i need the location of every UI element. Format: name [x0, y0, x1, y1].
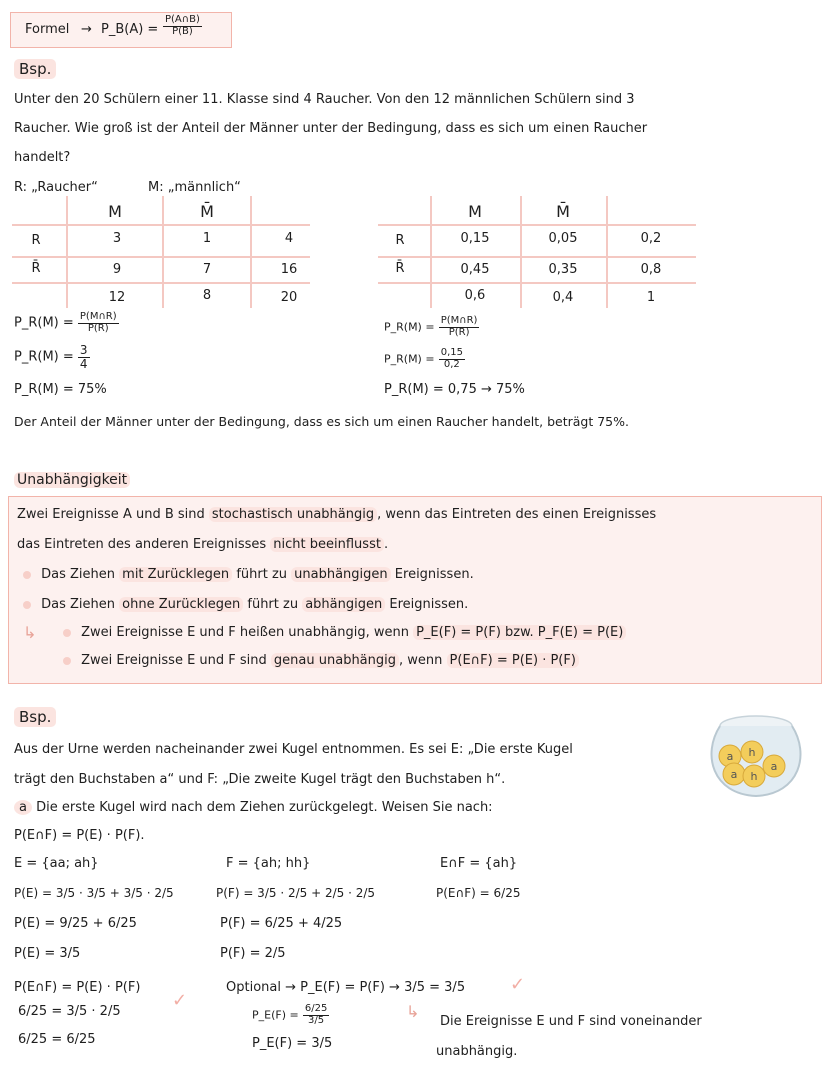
table2-cell: 0,05 [548, 231, 578, 246]
proof-line1: P(E∩F) = P(E) · P(F) [14, 980, 141, 995]
proof-line2: 6/25 = 3/5 · 2/5 [18, 1004, 121, 1019]
right-calc-line3: P_R(M) = 0,75 → 75% [384, 382, 525, 397]
table1-row-label: R̄ [31, 261, 41, 276]
example2-conclusion-line1: Die Ereignisse E und F sind voneinander [440, 1014, 702, 1029]
table2-header-mbar: M̄ [556, 202, 570, 221]
example1-heading: Bsp. [14, 60, 56, 78]
arrow-return-icon: ↳ [23, 623, 37, 642]
bullet-icon [63, 657, 71, 665]
sub-bullet-2: Zwei Ereignisse E und F sind genau unabhängig , wenn P(E∩F) = P(E) · P(F) [63, 653, 579, 668]
table2-row-label: R [395, 233, 405, 248]
table2-cell: 0,2 [640, 231, 662, 246]
example1-line1: Unter den 20 Schülern einer 11. Klasse sind 4 Raucher. Von den 12 männlichen Schülern sind 3 [14, 92, 635, 107]
formula-box [10, 12, 232, 48]
event-m: M: „männlich“ [148, 180, 241, 195]
example2-line2: trägt den Buchstaben a“ und F: „Die zweite Kugel trägt den Buchstaben h“. [14, 772, 506, 787]
svg-text:a: a [770, 760, 778, 773]
table2-cell: 0,6 [464, 288, 486, 303]
table1-cell: 1 [202, 231, 212, 246]
left-calc-line2: P_R(M) = $\frac{3}{4}$ [14, 343, 88, 371]
right-calc-line1: P_R(M) = $\frac{P(M\cap R)}{P(R)}$ [384, 315, 478, 338]
bullet-icon [23, 601, 31, 609]
table2-cell: 0,45 [460, 262, 490, 277]
table1-cell: 3 [112, 231, 122, 246]
table1-cell: 7 [202, 262, 212, 277]
table1-cell: 4 [284, 231, 294, 246]
pf-calc-3: P(F) = 2/5 [220, 946, 286, 961]
example1-line2: Raucher. Wie groß ist der Anteil der Männer unter der Bedingung, dass es sich um einen Raucher [14, 121, 648, 136]
independence-title: Unabhängigkeit [14, 472, 130, 488]
checkmark-icon: ✓ [510, 974, 526, 995]
checkmark-icon: ✓ [172, 990, 188, 1011]
formula-label: Formel [25, 22, 70, 37]
pef-given-line1: P_E(F) = $\frac{6/25}{3/5}$ [252, 1003, 328, 1026]
pf-calc-1: P(F) = 3/5 · 2/5 + 2/5 · 2/5 [216, 886, 376, 900]
bullet-icon [23, 571, 31, 579]
left-calc-line3: P_R(M) = 75% [14, 382, 107, 397]
urn-ball [741, 741, 763, 763]
pe-calc-1: P(E) = 3/5 · 3/5 + 3/5 · 2/5 [14, 886, 174, 900]
table2-header-m: M [468, 202, 482, 221]
table1-cell: 16 [280, 262, 298, 277]
table1-cell: 20 [280, 290, 298, 305]
table2-cell: 0,35 [548, 262, 578, 277]
definition-line1: Zwei Ereignisse A und B sind stochastisch unabhängig , wenn das Eintreten des einen Ereignisses [17, 507, 657, 522]
example1-line3: handelt? [14, 150, 71, 165]
table1-header-m: M [108, 202, 122, 221]
pef-calc: P(E∩F) = 6/25 [436, 886, 521, 900]
arrow-return-icon: ↳ [406, 1002, 420, 1021]
formula-lhs: P_B(A) = [101, 22, 159, 37]
bullet-without-replacement: Das Ziehen ohne Zurücklegen führt zu abhängigen Ereignissen. [23, 597, 468, 612]
urn-illustration [700, 704, 812, 802]
urn-ball [763, 755, 785, 777]
table2-cell: 1 [646, 290, 656, 305]
table1-cell: 9 [112, 262, 122, 277]
sub-bullet-1: Zwei Ereignisse E und F heißen unabhängig, wenn P_E(F) = P(F) bzw. P_F(E) = P(E) [63, 625, 626, 640]
independence-box [8, 496, 822, 684]
optional-line: Optional → P_E(F) = P(F) → 3/5 = 3/5 [226, 980, 466, 995]
example2-task-formula: P(E∩F) = P(E) · P(F). [14, 828, 145, 843]
table2-cell: 0,15 [460, 231, 490, 246]
arrow-icon: → [81, 22, 92, 37]
example2-task: a Die erste Kugel wird nach dem Ziehen zurückgelegt. Weisen Sie nach: [14, 800, 493, 815]
event-r: R: „Raucher“ [14, 180, 98, 195]
table1-header-mbar: M̄ [200, 202, 214, 221]
example2-heading: Bsp. [14, 708, 56, 726]
right-calc-line2: P_R(M) = $\frac{0,15}{0,2}$ [384, 347, 463, 370]
left-calc-line1: P_R(M) = $\frac{P(M\cap R)}{P(R)}$ [14, 311, 117, 334]
table1-row-label: R [31, 233, 41, 248]
bullet-icon [63, 629, 71, 637]
svg-text:h: h [750, 770, 758, 783]
definition-line2: das Eintreten des anderen Ereignisses nicht beeinflusst . [17, 537, 389, 552]
pe-calc-3: P(E) = 3/5 [14, 946, 81, 961]
set-e: E = {aa; ah} [14, 856, 99, 871]
set-f: F = {ah; hh} [226, 856, 311, 871]
table2-cell: 0,8 [640, 262, 662, 277]
formula-fraction: $\frac{P(A\cap B)}{P(B)}$ [165, 14, 200, 37]
table2-row-label: R̄ [395, 261, 405, 276]
pe-calc-2: P(E) = 9/25 + 6/25 [14, 916, 137, 931]
table1-cell: 8 [202, 288, 212, 303]
svg-text:a: a [730, 768, 738, 781]
example2-conclusion-line2: unabhängig. [436, 1044, 518, 1059]
set-ef: E∩F = {ah} [440, 856, 518, 871]
urn-ball [743, 765, 765, 787]
svg-text:a: a [726, 750, 734, 763]
svg-text:h: h [748, 746, 756, 759]
example2-line1: Aus der Urne werden nacheinander zwei Kugel entnommen. Es sei E: „Die erste Kugel [14, 742, 573, 757]
urn-ball [723, 763, 745, 785]
pef-given-line2: P_E(F) = 3/5 [252, 1036, 333, 1051]
example1-conclusion: Der Anteil der Männer unter der Bedingung, dass es sich um einen Raucher handelt, beträgt 75%. [14, 414, 629, 429]
table1-cell: 12 [108, 290, 126, 305]
pf-calc-2: P(F) = 6/25 + 4/25 [220, 916, 343, 931]
table2-cell: 0,4 [552, 290, 574, 305]
bullet-with-replacement: Das Ziehen mit Zurücklegen führt zu unabhängigen Ereignissen. [23, 567, 474, 582]
proof-line3: 6/25 = 6/25 [18, 1032, 96, 1047]
